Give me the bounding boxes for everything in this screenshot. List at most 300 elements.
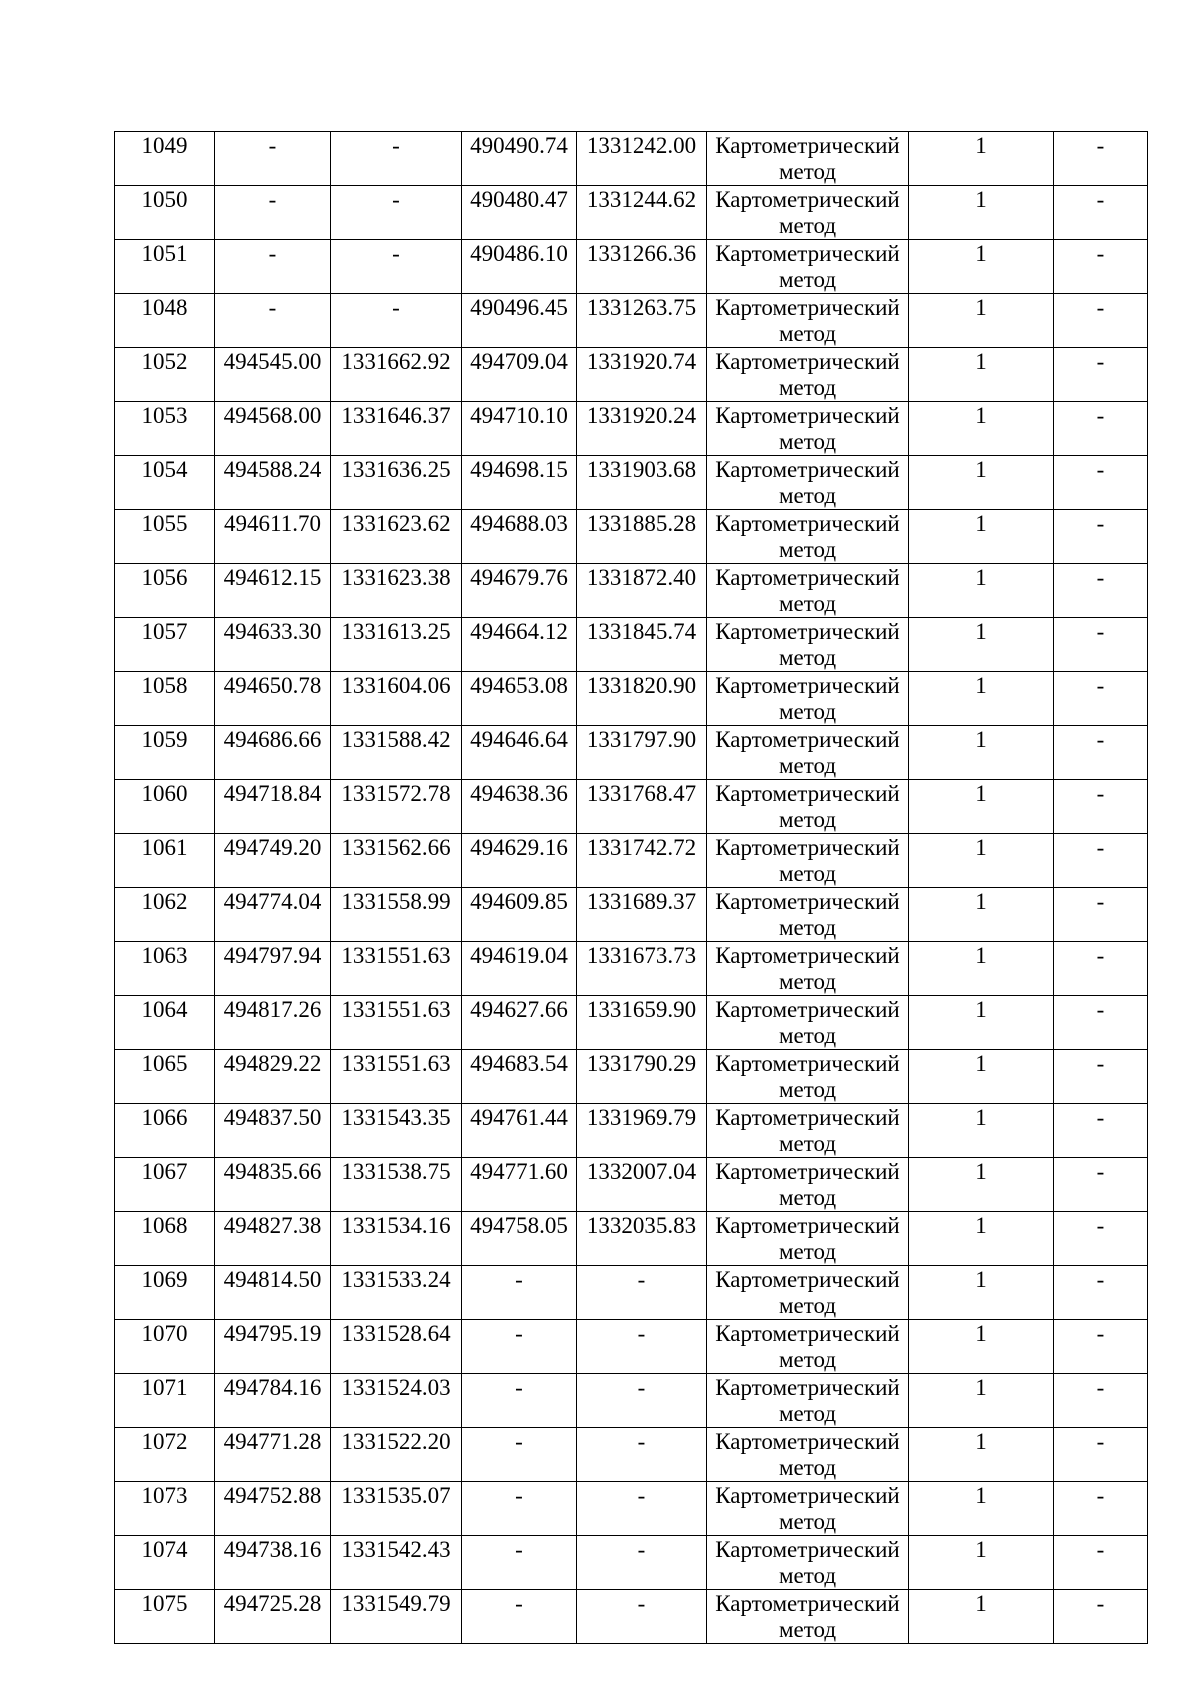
old-y-cell [331,456,462,510]
cell-text: - [1096,1537,1105,1562]
cell-text: - [1096,727,1105,752]
accuracy-cell [909,888,1054,942]
cell-text: 1331534.16 [341,1213,451,1238]
method-cell [707,1428,909,1482]
coordinates-table [114,131,1148,1644]
method-cell [707,1266,909,1320]
old-x-cell [215,186,331,240]
cell-text: 1331558.99 [341,889,451,914]
description-cell [1054,1320,1148,1374]
method-cell [707,1104,909,1158]
method-cell [707,402,909,456]
old-x-cell [215,1266,331,1320]
cell-text: - [515,1267,523,1292]
old-y-cell [331,564,462,618]
cell-text: 1331551.63 [341,943,451,968]
accuracy-cell [909,240,1054,294]
old-x-cell [215,240,331,294]
point-number-cell [115,1428,215,1482]
new-x-cell [462,888,577,942]
method-cell [707,564,909,618]
description-cell [1054,132,1148,186]
new-x-cell [462,1050,577,1104]
new-x-cell [462,834,577,888]
method-cell [707,348,909,402]
table-row [115,186,1148,240]
new-y-cell [577,996,707,1050]
new-y-cell [577,456,707,510]
new-y-cell [577,510,707,564]
old-x-cell [215,1104,331,1158]
cell-text: Картометрический метод [715,1321,900,1372]
accuracy-cell [909,1266,1054,1320]
accuracy-cell [909,186,1054,240]
old-y-cell [331,1536,462,1590]
old-x-cell [215,1050,331,1104]
accuracy-cell [909,996,1054,1050]
cell-text: 1331551.63 [341,997,451,1022]
table-row [115,1428,1148,1482]
new-x-cell [462,1374,577,1428]
old-x-cell [215,510,331,564]
cell-text: Картометрический метод [715,727,900,778]
cell-text: 1331768.47 [586,781,697,806]
description-cell [1054,1428,1148,1482]
cell-text: 494784.16 [223,1375,322,1400]
accuracy-cell [909,402,1054,456]
new-y-cell [577,1158,707,1212]
cell-text: 490490.74 [470,133,568,158]
new-x-cell [462,402,577,456]
cell-text: - [1096,1321,1105,1346]
table-row [115,1482,1148,1536]
cell-text: 494629.16 [470,835,568,860]
cell-text: - [637,1375,646,1400]
cell-text: 1331528.64 [341,1321,451,1346]
table-row [115,942,1148,996]
cell-text: 1 [975,1483,987,1508]
cell-text: Картометрический метод [715,241,900,292]
point-number-cell [115,1050,215,1104]
cell-text: 494686.66 [223,727,322,752]
cell-text: 494758.05 [470,1213,568,1238]
cell-text: 494679.76 [470,565,568,590]
cell-text: Картометрический метод [715,349,900,400]
cell-text: 494718.84 [223,781,322,806]
cell-text: 1331535.07 [341,1483,451,1508]
table-row [115,294,1148,348]
cell-text: 494829.22 [223,1051,322,1076]
cell-text: 1331522.20 [341,1429,451,1454]
cell-text: 494835.66 [223,1159,322,1184]
description-cell [1054,1158,1148,1212]
cell-text: 1069 [141,1267,188,1292]
cell-text: - [1096,1483,1105,1508]
cell-text: 1053 [141,403,188,428]
cell-text: Картометрический метод [715,1105,900,1156]
cell-text: Картометрический метод [715,619,900,670]
new-y-cell [577,1266,707,1320]
new-y-cell [577,618,707,672]
cell-text: - [1096,457,1105,482]
method-cell [707,1320,909,1374]
new-y-cell [577,1428,707,1482]
cell-text: - [637,1537,646,1562]
method-cell [707,834,909,888]
cell-text: 1 [975,889,987,914]
cell-text: 1 [975,511,987,536]
description-cell [1054,240,1148,294]
old-x-cell [215,348,331,402]
cell-text: 494611.70 [224,511,321,536]
method-cell [707,942,909,996]
description-cell [1054,1536,1148,1590]
cell-text: - [1096,403,1105,428]
new-y-cell [577,1374,707,1428]
new-x-cell [462,1428,577,1482]
new-x-cell [462,1590,577,1644]
cell-text: - [1096,1375,1105,1400]
cell-text: 494568.00 [223,403,322,428]
cell-text: - [1096,1105,1105,1130]
accuracy-cell [909,1104,1054,1158]
cell-text: - [1096,781,1105,806]
cell-text: 1332007.04 [586,1159,697,1184]
cell-text: - [1096,673,1105,698]
cell-text: Картометрический метод [715,1537,900,1588]
method-cell [707,726,909,780]
method-cell [707,240,909,294]
cell-text: Картометрический метод [715,1483,900,1534]
old-x-cell [215,1482,331,1536]
method-cell [707,294,909,348]
cell-text: 1 [975,457,987,482]
cell-text: Картометрический метод [715,1375,900,1426]
point-number-cell [115,1536,215,1590]
description-cell [1054,186,1148,240]
cell-text: Картометрический метод [715,1429,900,1480]
old-y-cell [331,996,462,1050]
accuracy-cell [909,1590,1054,1644]
new-x-cell [462,996,577,1050]
new-x-cell [462,132,577,186]
point-number-cell [115,834,215,888]
point-number-cell [115,186,215,240]
new-x-cell [462,1212,577,1266]
old-y-cell [331,240,462,294]
cell-text: 1 [975,943,987,968]
cell-text: - [392,187,400,212]
cell-text: 1331562.66 [341,835,451,860]
cell-text: 1071 [141,1375,188,1400]
cell-text: - [515,1321,523,1346]
table-row [115,1050,1148,1104]
new-x-cell [462,348,577,402]
cell-text: 1067 [141,1159,188,1184]
point-number-cell [115,1212,215,1266]
cell-text: 1 [975,1213,987,1238]
cell-text: 1074 [141,1537,188,1562]
old-y-cell [331,1104,462,1158]
description-cell [1054,1050,1148,1104]
cell-text: Картометрический метод [715,1051,900,1102]
old-y-cell [331,402,462,456]
cell-text: 1 [975,1321,987,1346]
cell-text: 494653.08 [470,673,568,698]
point-number-cell [115,996,215,1050]
old-x-cell [215,294,331,348]
cell-text: 1058 [141,673,188,698]
new-y-cell [577,672,707,726]
table-row [115,1374,1148,1428]
accuracy-cell [909,726,1054,780]
old-y-cell [331,510,462,564]
cell-text: 1331920.74 [586,349,697,374]
table-row [115,618,1148,672]
old-y-cell [331,942,462,996]
old-x-cell [215,726,331,780]
method-cell [707,996,909,1050]
cell-text: - [1096,133,1105,158]
point-number-cell [115,672,215,726]
point-number-cell [115,942,215,996]
cell-text: 1070 [141,1321,188,1346]
new-y-cell [577,1482,707,1536]
cell-text: 1331543.35 [341,1105,451,1130]
cell-text: Картометрический метод [715,943,900,994]
accuracy-cell [909,1158,1054,1212]
cell-text: 494827.38 [223,1213,322,1238]
cell-text: 1 [975,295,987,320]
cell-text: - [268,133,277,158]
cell-text: 1 [975,1267,987,1292]
method-cell [707,1158,909,1212]
cell-text: Картометрический метод [715,295,900,346]
point-number-cell [115,294,215,348]
cell-text: 1066 [141,1105,188,1130]
accuracy-cell [909,618,1054,672]
accuracy-cell [909,942,1054,996]
cell-text: 494774.04 [223,889,322,914]
cell-text: 494609.85 [470,889,568,914]
cell-text: - [515,1537,523,1562]
old-y-cell [331,1320,462,1374]
cell-text: - [1096,295,1105,320]
cell-text: - [1096,889,1105,914]
cell-text: 494771.60 [470,1159,568,1184]
accuracy-cell [909,672,1054,726]
cell-text: 494738.16 [223,1537,322,1562]
point-number-cell [115,564,215,618]
new-x-cell [462,240,577,294]
cell-text: 1331636.25 [341,457,451,482]
cell-text: 494698.15 [470,457,568,482]
accuracy-cell [909,294,1054,348]
cell-text: 494650.78 [223,673,322,698]
cell-text: 494588.24 [223,457,322,482]
table-row [115,240,1148,294]
old-y-cell [331,1428,462,1482]
cell-text: 1331662.92 [341,349,451,374]
cell-text: 1049 [141,133,188,158]
old-x-cell [215,1590,331,1644]
cell-text: Картометрический метод [715,997,900,1048]
table-row [115,348,1148,402]
table-row [115,1590,1148,1644]
accuracy-cell [909,834,1054,888]
old-x-cell [215,402,331,456]
cell-text: 1331533.24 [341,1267,451,1292]
point-number-cell [115,1320,215,1374]
cell-text: 494627.66 [470,997,568,1022]
cell-text: - [515,1375,523,1400]
description-cell [1054,1212,1148,1266]
method-cell [707,456,909,510]
method-cell [707,672,909,726]
cell-text: Картометрический метод [715,1159,900,1210]
table-row [115,132,1148,186]
method-cell [707,1536,909,1590]
table-row [115,1104,1148,1158]
cell-text: 494725.28 [223,1591,322,1616]
cell-text: Картометрический метод [715,403,900,454]
table-row [115,996,1148,1050]
cell-text: 1 [975,997,987,1022]
new-x-cell [462,672,577,726]
cell-text: - [392,241,400,266]
cell-text: Картометрический метод [715,133,900,184]
old-y-cell [331,618,462,672]
old-y-cell [331,132,462,186]
new-x-cell [462,564,577,618]
cell-text: 1331885.28 [586,511,697,536]
cell-text: 490496.45 [470,295,568,320]
cell-text: 494817.26 [223,997,322,1022]
cell-text: Картометрический метод [715,835,900,886]
old-y-cell [331,1050,462,1104]
table-row [115,1320,1148,1374]
cell-text: 1059 [141,727,188,752]
cell-text: 1072 [141,1429,188,1454]
cell-text: - [268,187,277,212]
cell-text: 1 [975,673,987,698]
cell-text: - [1096,511,1105,536]
cell-text: 1 [975,835,987,860]
cell-text: - [1096,1591,1105,1616]
cell-text: 1 [975,1159,987,1184]
cell-text: 1331549.79 [341,1591,451,1616]
cell-text: 1331689.37 [586,889,697,914]
new-x-cell [462,1482,577,1536]
point-number-cell [115,1374,215,1428]
cell-text: Картометрический метод [715,1591,900,1642]
cell-text: 1 [975,727,987,752]
table-row [115,726,1148,780]
new-y-cell [577,1212,707,1266]
new-x-cell [462,726,577,780]
cell-text: 1052 [141,349,188,374]
cell-text: 1331542.43 [341,1537,451,1562]
old-y-cell [331,834,462,888]
cell-text: 1331623.38 [341,565,451,590]
cell-text: 494752.88 [223,1483,322,1508]
cell-text: - [1096,619,1105,644]
old-x-cell [215,1212,331,1266]
cell-text: 1062 [141,889,188,914]
cell-text: 1331242.00 [586,133,697,158]
cell-text: 1331797.90 [586,727,697,752]
description-cell [1054,510,1148,564]
new-x-cell [462,1266,577,1320]
cell-text: 1331266.36 [586,241,697,266]
old-y-cell [331,348,462,402]
old-x-cell [215,132,331,186]
description-cell [1054,1266,1148,1320]
description-cell [1054,402,1148,456]
new-y-cell [577,780,707,834]
old-x-cell [215,834,331,888]
cell-text: - [1096,1429,1105,1454]
table-row [115,1536,1148,1590]
cell-text: 1051 [141,241,188,266]
accuracy-cell [909,348,1054,402]
point-number-cell [115,510,215,564]
cell-text: - [515,1483,523,1508]
old-y-cell [331,1266,462,1320]
table-row [115,402,1148,456]
point-number-cell [115,402,215,456]
accuracy-cell [909,456,1054,510]
cell-text: 1 [975,1429,987,1454]
cell-text: 1 [975,403,987,428]
point-number-cell [115,348,215,402]
cell-text: Картометрический метод [715,889,900,940]
cell-text: 494837.50 [223,1105,322,1130]
new-x-cell [462,510,577,564]
old-y-cell [331,1374,462,1428]
old-x-cell [215,1536,331,1590]
cell-text: 1 [975,1375,987,1400]
description-cell [1054,618,1148,672]
cell-text: - [515,1429,523,1454]
method-cell [707,888,909,942]
description-cell [1054,294,1148,348]
cell-text: Картометрический метод [715,781,900,832]
old-y-cell [331,1212,462,1266]
new-y-cell [577,348,707,402]
cell-text: 1331659.90 [586,997,697,1022]
cell-text: 1331872.40 [586,565,697,590]
cell-text: 494709.04 [470,349,568,374]
cell-text: 1 [975,349,987,374]
cell-text: 1331524.03 [341,1375,451,1400]
accuracy-cell [909,510,1054,564]
cell-text: Картометрический метод [715,457,900,508]
accuracy-cell [909,564,1054,618]
cell-text: 1050 [141,187,188,212]
point-number-cell [115,888,215,942]
description-cell [1054,1590,1148,1644]
new-y-cell [577,726,707,780]
cell-text: 1331604.06 [341,673,451,698]
table-row [115,1212,1148,1266]
old-x-cell [215,942,331,996]
cell-text: - [1096,943,1105,968]
new-x-cell [462,1104,577,1158]
point-number-cell [115,1158,215,1212]
old-x-cell [215,456,331,510]
cell-text: Картометрический метод [715,1213,900,1264]
